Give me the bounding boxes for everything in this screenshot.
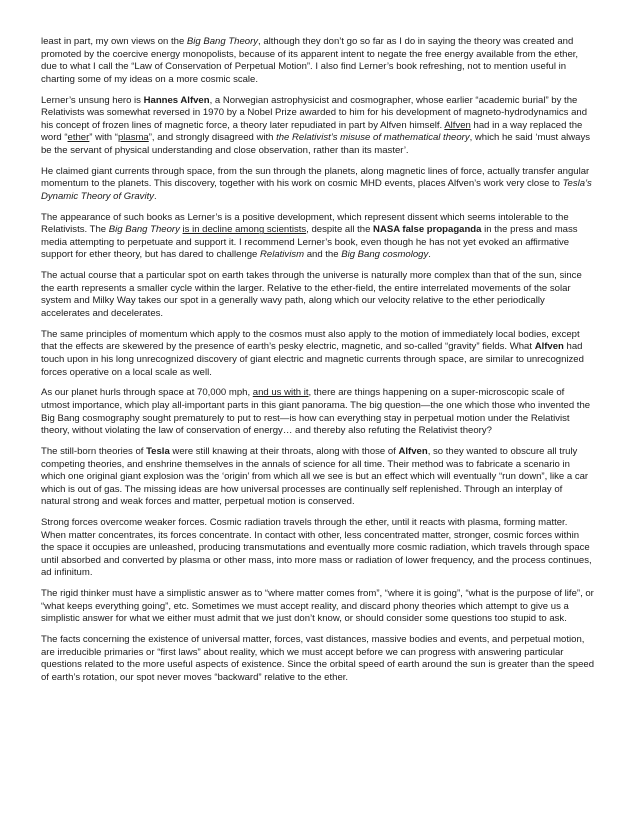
paragraph-p10 (41, 588, 594, 626)
text-run: Strong forces overcome weaker forces. Cosmic radiation travels through the ether, until it reacts with plasma, forming matter. When matter concentrates, its forces concentrate. In contact with other, less concentrated matter, stronger, cosmic forces within the space it occupies are unleashed, producing transmutations and eventually more cosmic radiation, which travels through space until absorbed and converted by plasma or other mass, into more mass or radiation of lower frequency, and the process continues, ad infinitum. (41, 517, 592, 579)
underlined-text-run: and us with it (252, 387, 309, 399)
text-run: had touch upon in his long unrecognized discovery of giant electric and magnetic currents through space, are similar to unrecognized forces operative on a local scale as well. (41, 341, 584, 378)
paragraph-p1 (41, 36, 594, 86)
italic-text-run: Big Bang cosmology (341, 249, 429, 261)
text-run: , which he said ‘must always be the servant of physical understanding and close observation, rather than its master’. (41, 132, 591, 156)
italic-text-run: Big Bang Theory (186, 36, 259, 47)
bold-text-run: Alfven (534, 341, 564, 353)
text-run: The rigid thinker must have a simplistic answer as to “where matter comes from”, “where it is going”, “what is the purpose of life”, or “what keeps everything going”, etc. Sometimes we must accept reality, and discard phony theories which attempt to give us a simplistic answer for what we either must admit that we just don’t know, or should consider some questions too stupid to ask. (41, 588, 594, 625)
underlined-text-run: Alfven (444, 119, 471, 131)
text-run: and the (304, 249, 342, 261)
text-run: Lerner’s unsung hero is (41, 94, 144, 106)
text-run: The facts concerning the existence of universal matter, forces, vast distances, massive bodies and events, and perpetual motion, are irreducible primaries or “first laws” about reality, which we must accept before we can progress with answering particular questions related to the more useful aspects of existence. Since the orbital speed of earth around the sun is greater than the speed of earth’s rotation, our spot never moves “backward” relative to the ether. (41, 634, 595, 683)
text-run: , so they wanted to obscure all truly competing theories, and enshrine themselves in the annals of science for all time. Their method was to fabricate a scenario in which one original giant explosion was the ‘origin’ from which all we see is but an effect which will eventually “run down”, like a car which is out of gas. The missing ideas are how universal processes are continually self replenished. Through an interplay of natural strong and weak forces and matter, perpetual motion is conserved. (41, 446, 589, 508)
underlined-text-run: is in decline among scientists (182, 224, 307, 236)
text-run: , a Norwegian astrophysicist and cosmographer, whose earlier “academic burial” by the Relativists was somewhat reversed in 1970 by a Nobel Prize awarded to him for his development of magneto-hydrodynamics and his concept of frozen lines of magnetic force, a theory later repudiated in part by Alfven himself. (41, 94, 588, 131)
text-run: had in a way replaced the word “ (41, 119, 583, 144)
paragraph-p11 (41, 634, 594, 684)
paragraph-p2 (41, 95, 594, 158)
text-run: . (428, 249, 431, 261)
text-run: in the press and mass media attempting to perpetuate and support it. I recommend Lerner’s book, even though he has not yet evoked an affirmative support for ether theory, but has dared to challenge (41, 224, 578, 261)
text-run: , although they don’t go so far as I do in saying the theory was created and promoted by the coercive energy monopolists, because of its apparent intent to negate the free energy available from the ether, due to what I call the “Law of Conservation of Perpetual Motion”. I also find Lerner’s book refreshing, not to mention useful in charting some of my ideas on a more cosmic scale. (41, 36, 579, 85)
text-run: were still knawing at their throats, along with those of (169, 446, 399, 458)
bold-text-run: NASA false propaganda (373, 224, 482, 236)
bold-text-run: Tesla (146, 446, 170, 458)
italic-text-run: Tesla’s Dynamic Theory of Gravity (41, 178, 592, 202)
text-run: . (154, 190, 157, 202)
paragraph-p6 (41, 329, 594, 379)
italic-text-run: Big Bang Theory (108, 224, 180, 236)
text-run: The still-born theories of (41, 446, 147, 458)
italic-text-run: Relativism (260, 249, 305, 261)
paragraph-p8 (41, 446, 594, 509)
underlined-text-run: plasma (117, 132, 149, 144)
italic-text-run: the Relativist’s misuse of mathematical theory (276, 132, 470, 144)
text-run: The appearance of such books as Lerner’s is a positive development, which represent dissent which seems intolerable to the Relativists. The (41, 211, 569, 236)
paragraph-p5 (41, 270, 594, 320)
paragraph-p4 (41, 212, 594, 262)
text-run: As our planet hurls through space at 70,000 mph, (41, 387, 253, 399)
text-run: The actual course that a particular spot on earth takes through the universe is naturally more complex than that of the sun, since the earth represents a smaller cycle within the larger. Relative to the ether-field, the entire interrelated movements of the solar system and Milky Way takes our spot in a generally wavy path, along which our velocity relative to the ether periodically accelerates and decelerates. (41, 270, 582, 319)
bold-text-run: Alfven (398, 446, 428, 458)
text-run: The same principles of momentum which apply to the cosmos must also apply to the motion of immediately local bodies, except that the effects are skewered by the presence of earth’s pesky electric, magnetic, and so-called “gravity” fields. What (41, 328, 580, 353)
paragraph-p3 (41, 166, 594, 204)
text-run: ” with “ (89, 132, 118, 144)
text-run: , there are things happening on a super-microscopic scale of utmost importance, which play all-important parts in this giant panorama. The big question—the one which those who invented the Big Bang cosmography sought prematurely to put to rest—is how can everything stay in perpetual motion under the Relativist theory, without violating the law of conservation of energy… and thereby also refuting the Relativist theory? (41, 387, 591, 437)
text-run: ”, and strongly disagreed with (148, 132, 277, 144)
text-run: He claimed giant currents through space, from the sun through the planets, along magnetic lines of force, actually transfer angular momentum to the planets. This discovery, together with his work on cosmic MHD events, places Alfven’s work very close to (41, 165, 590, 190)
underlined-text-run: ether (67, 132, 90, 144)
paragraph-p7 (41, 387, 594, 437)
text-run: least in part, my own views on the (41, 36, 187, 47)
paragraph-p9 (41, 517, 594, 580)
text-run: , despite all the (306, 224, 374, 236)
bold-text-run: Hannes Alfven (143, 94, 210, 106)
document-body (41, 36, 594, 685)
